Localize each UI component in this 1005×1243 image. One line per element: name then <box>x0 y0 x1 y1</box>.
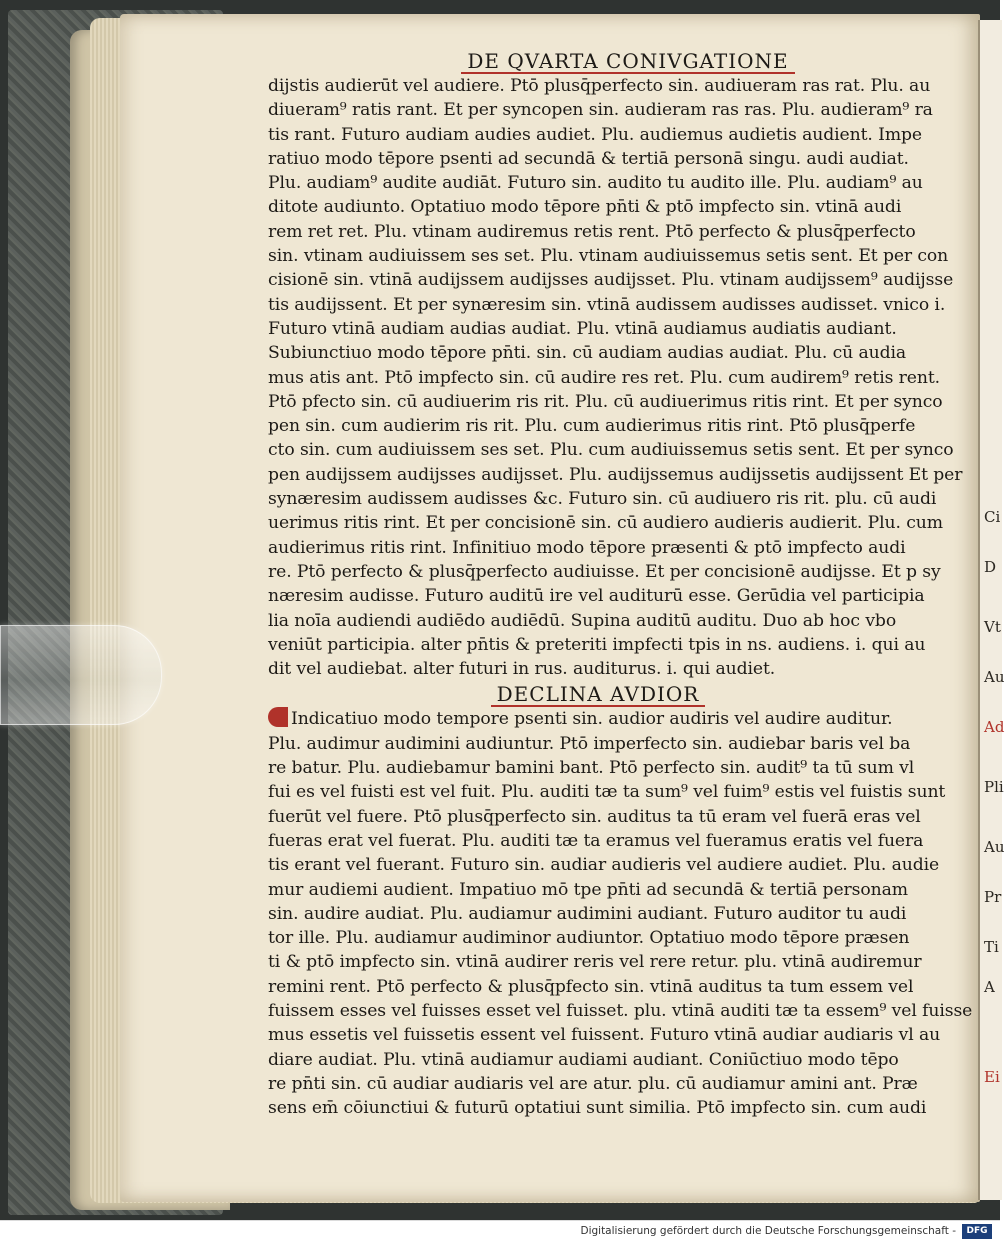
conjugation-text-active <box>268 74 963 681</box>
text-line: veniūt participia. alter pn̄tis & preteriti impfecti tpis in ns. audiens. i. qui au <box>268 634 926 655</box>
text-line: Subiunctiuo modo tēpore pn̄ti. sin. cū audiam audias audiat. Plu. cū audia <box>268 343 907 364</box>
facing-page-glyph: Ti <box>984 938 999 956</box>
text-line: Indicatiuo modo tempore psenti sin. audior audiris vel audire auditur. <box>268 707 928 731</box>
text-line: ti & ptō impfecto sin. vtinā audirer reris vel rere retur. plu. vtinā audiremur <box>268 952 922 973</box>
text-line: pen audijssem audijsses audijsset. Plu. audijssemus audijssetis audijssent Et per <box>268 464 963 485</box>
facing-page-glyph: Au <box>984 668 1005 686</box>
digitization-footer <box>0 1220 1000 1243</box>
text-line: uerimus ritis rint. Et per concisionē sin. cū audiero audieris audierit. Plu. cum <box>268 513 943 534</box>
text-line: diare audiat. Plu. vtinā audiamur audiami audiant. Coniūctiuo modo tēpo <box>268 1049 899 1070</box>
conjugation-text-passive <box>268 707 973 1120</box>
text-line: pen sin. cum audierim ris rit. Plu. cum audierimus ritis rint. Ptō plusq̄perfe <box>268 416 916 437</box>
section-heading: DECLINA AVDIOR <box>268 681 928 707</box>
facing-page-glyph: Pli <box>984 778 1004 796</box>
facing-page-glyph: Vt <box>984 618 1001 636</box>
text-line: lia noīa audiendi audiēdo audiēdū. Supina auditū auditu. Duo ab hoc vbo <box>268 610 897 631</box>
facing-page-glyph: Au <box>984 838 1005 856</box>
text-line: cisionē sin. vtinā audijssem audijsses audijsset. Plu. vtinam audijssem⁹ audijsse <box>268 270 954 291</box>
text-line: Plu. audiam⁹ audite audiāt. Futuro sin. audito tu audito ille. Plu. audiam⁹ au <box>268 173 923 194</box>
text-line: Plu. audimur audimini audiuntur. Ptō imperfecto sin. audiebar baris vel ba <box>268 733 911 754</box>
text-line: mus essetis vel fuissetis essent vel fuissent. Futuro vtinā audiar audiaris vl au <box>268 1025 941 1046</box>
text-line: tor ille. Plu. audiamur audiminor audiuntor. Optatiuo modo tēpore præsen <box>268 928 910 949</box>
text-line: tis rant. Futuro audiam audies audiet. Plu. audiemus audietis audient. Impe <box>268 124 922 145</box>
text-line: dit vel audiebat. alter futuri in rus. auditurus. i. qui audiet. <box>268 659 776 680</box>
page-heading: DE QVARTA CONIVGATIONE <box>268 48 928 74</box>
text-line: tis erant vel fuerant. Futuro sin. audiar audieris vel audiere audiet. Plu. audie <box>268 855 940 876</box>
text-line: fueras erat vel fuerat. Plu. auditi tæ ta eramus vel fueramus eratis vel fuera <box>268 830 924 851</box>
facing-page-glyph: Ci <box>984 508 1001 526</box>
text-line: remini rent. Ptō perfecto & plusq̄pfecto sin. vtinā auditus ta tum essem vel <box>268 976 914 997</box>
facing-page-glyph: Pr <box>984 888 1002 906</box>
text-line: fuissem esses vel fuisses esset vel fuisset. plu. vtinā auditi tæ ta essem⁹ vel fuisse <box>268 1000 973 1021</box>
text-line: sens em̄ cōiunctiui & futurū optatiui sunt similia. Ptō impfecto sin. cum audi <box>268 1098 927 1119</box>
text-line: mus atis ant. Ptō impfecto sin. cū audire res ret. Plu. cum audirem⁹ retis rent. <box>268 367 940 388</box>
text-line: Futuro vtinā audiam audias audiat. Plu. vtinā audiamus audiatis audiant. <box>268 318 897 339</box>
text-line: synæresim audissem audisses &c. Futuro sin. cū audiuero ris rit. plu. cū audi <box>268 489 937 510</box>
text-line: Ptō pfecto sin. cū audiuerim ris rit. Plu. cū audiuerimus ritis rint. Et per synco <box>268 391 943 412</box>
text-line: næresim audisse. Futuro auditū ire vel auditurū esse. Gerūdia vel participia <box>268 586 925 607</box>
facing-page-edge <box>978 20 1005 1200</box>
text-line: fui es vel fuisti est vel fuit. Plu. auditi tæ ta sum⁹ vel fuim⁹ estis vel fuistis sunt <box>268 782 946 803</box>
facing-page-glyph: Ei <box>984 1068 1000 1086</box>
text-line: audierimus ritis rint. Infinitiuo modo tēpore præsenti & ptō impfecto audi <box>268 537 906 558</box>
page-text <box>268 48 973 1120</box>
text-line: sin. vtinam audiuissem ses set. Plu. vtinam audiuissemus setis sent. Et per con <box>268 246 949 267</box>
text-line: ditote audiunto. Optatiuo modo tēpore pn̄ti & ptō impfecto sin. vtinā audi <box>268 197 902 218</box>
text-line: rem ret ret. Plu. vtinam audiremus retis rent. Ptō perfecto & plusq̄perfecto <box>268 221 916 242</box>
dfg-logo: DFG <box>962 1224 992 1239</box>
text-line: re. Ptō perfecto & plusq̄perfecto audiuisse. Et per concisionē audijsse. Et p sy <box>268 561 941 582</box>
funding-credit: Digitalisierung gefördert durch die Deutsche Forschungsgemeinschaft - <box>580 1225 956 1237</box>
facing-page-glyph: A <box>984 978 995 996</box>
text-line: mur audiemi audient. Impatiuo mō tpe pn̄ti ad secundā & tertiā personam <box>268 879 908 900</box>
text-line: fuerūt vel fuere. Ptō plusq̄perfecto sin. auditus ta tū eram vel fuerā eras vel <box>268 806 921 827</box>
text-line: tis audijssent. Et per synæresim sin. vtinā audissem audisses audisset. vnico i. <box>268 294 946 315</box>
facing-page-glyph: Ad <box>984 718 1005 736</box>
text-line: diueram⁹ ratis rant. Et per syncopen sin. audieram ras ras. Plu. audieram⁹ ra <box>268 100 933 121</box>
text-line: re batur. Plu. audiebamur bamini bant. Ptō perfecto sin. audit⁹ ta tū sum vl <box>268 758 915 779</box>
facing-page-glyph: D <box>984 558 997 576</box>
text-line: ratiuo modo tēpore psenti ad secundā & tertiā personā singu. audi audiat. <box>268 148 909 169</box>
text-line: cto sin. cum audiuissem ses set. Plu. cum audiuissemus setis sent. Et per synco <box>268 440 954 461</box>
text-line: dijstis audierūt vel audiere. Ptō plusq̄perfecto sin. audiueram ras rat. Plu. au <box>268 76 931 96</box>
text-line: sin. audire audiat. Plu. audiamur audimini audiant. Futuro auditor tu audi <box>268 903 907 924</box>
page-weight-glass <box>0 625 162 725</box>
text-line: re pn̄ti sin. cū audiar audiaris vel are atur. plu. cū audiamur amini ant. Præ <box>268 1073 918 1094</box>
